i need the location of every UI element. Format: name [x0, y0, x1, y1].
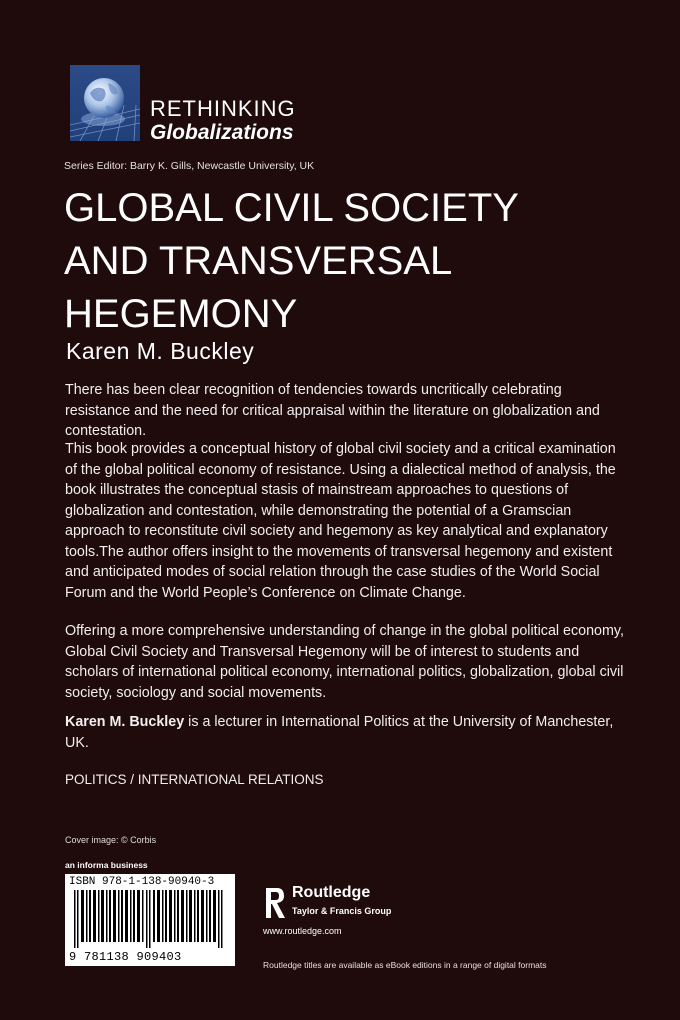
description-paragraph: Offering a more comprehensive understanding of change in the global political economy, Global Civil Society and Transversal Hegemony will be of interest to students and scholars of international political economy, international politics, globalization, global civil society, sociology and social movements. [65, 623, 624, 701]
subject-category: POLITICS / INTERNATIONAL RELATIONS [65, 772, 324, 787]
isbn-barcode [65, 874, 235, 966]
book-title [64, 182, 624, 341]
globe-icon [70, 65, 140, 141]
book-title-line: AND TRANSVERSAL [64, 239, 453, 283]
informa-tagline: an informa business [65, 860, 148, 870]
ebook-note: Routledge titles are available as eBook editions in a range of digital formats [263, 960, 547, 970]
series-editor: Series Editor: Barry K. Gills, Newcastle University, UK [64, 160, 315, 172]
book-title-line: GLOBAL CIVIL SOCIETY [64, 186, 519, 230]
author-bio [65, 712, 625, 753]
cover-credit: Cover image: © Corbis [65, 835, 157, 845]
description-paragraph: This book provides a conceptual history of global civil society and a critical examination of the global political economy of resistance. Using a dialectical method of analysis, the book illustrates the conceptual stasis of mainstream approaches to questions of globalization and contestation, while demonstrating the potential of a Gramscian approach to reconstitute civil society and hegemony as key analytical and explanatory tools.The author offers insight to the movements of transversal hegemony and existent and anticipated modes of social relation through the case studies of the World Social Forum and the World People’s Conference on Climate Change. [65, 441, 616, 601]
routledge-r-icon [263, 886, 287, 920]
isbn-label: ISBN 978-1-138-90940-3 [69, 876, 215, 888]
book-title-line: HEGEMONY [64, 292, 298, 336]
author-bio-text: is a lecturer in International Politics at the University of Manchester, UK. [65, 714, 614, 751]
author-bio-name: Karen M. Buckley [65, 714, 185, 730]
description-paragraph: There has been clear recognition of tendencies towards uncritically celebrating resistance and the need for critical appraisal within the literature on globalization and contestation. [65, 382, 600, 439]
series-name-line2: Globalizations [150, 121, 294, 144]
publisher-name: Routledge [292, 884, 371, 901]
publisher-url[interactable]: www.routledge.com [263, 926, 342, 936]
series-globe-logo [70, 65, 140, 141]
isbn-digits: 9 781138 909403 [69, 950, 182, 964]
barcode-bars [70, 890, 230, 948]
publisher-group: Taylor & Francis Group [292, 906, 392, 916]
series-name-line1: RETHINKING [150, 96, 296, 121]
book-author: Karen M. Buckley [66, 338, 255, 364]
